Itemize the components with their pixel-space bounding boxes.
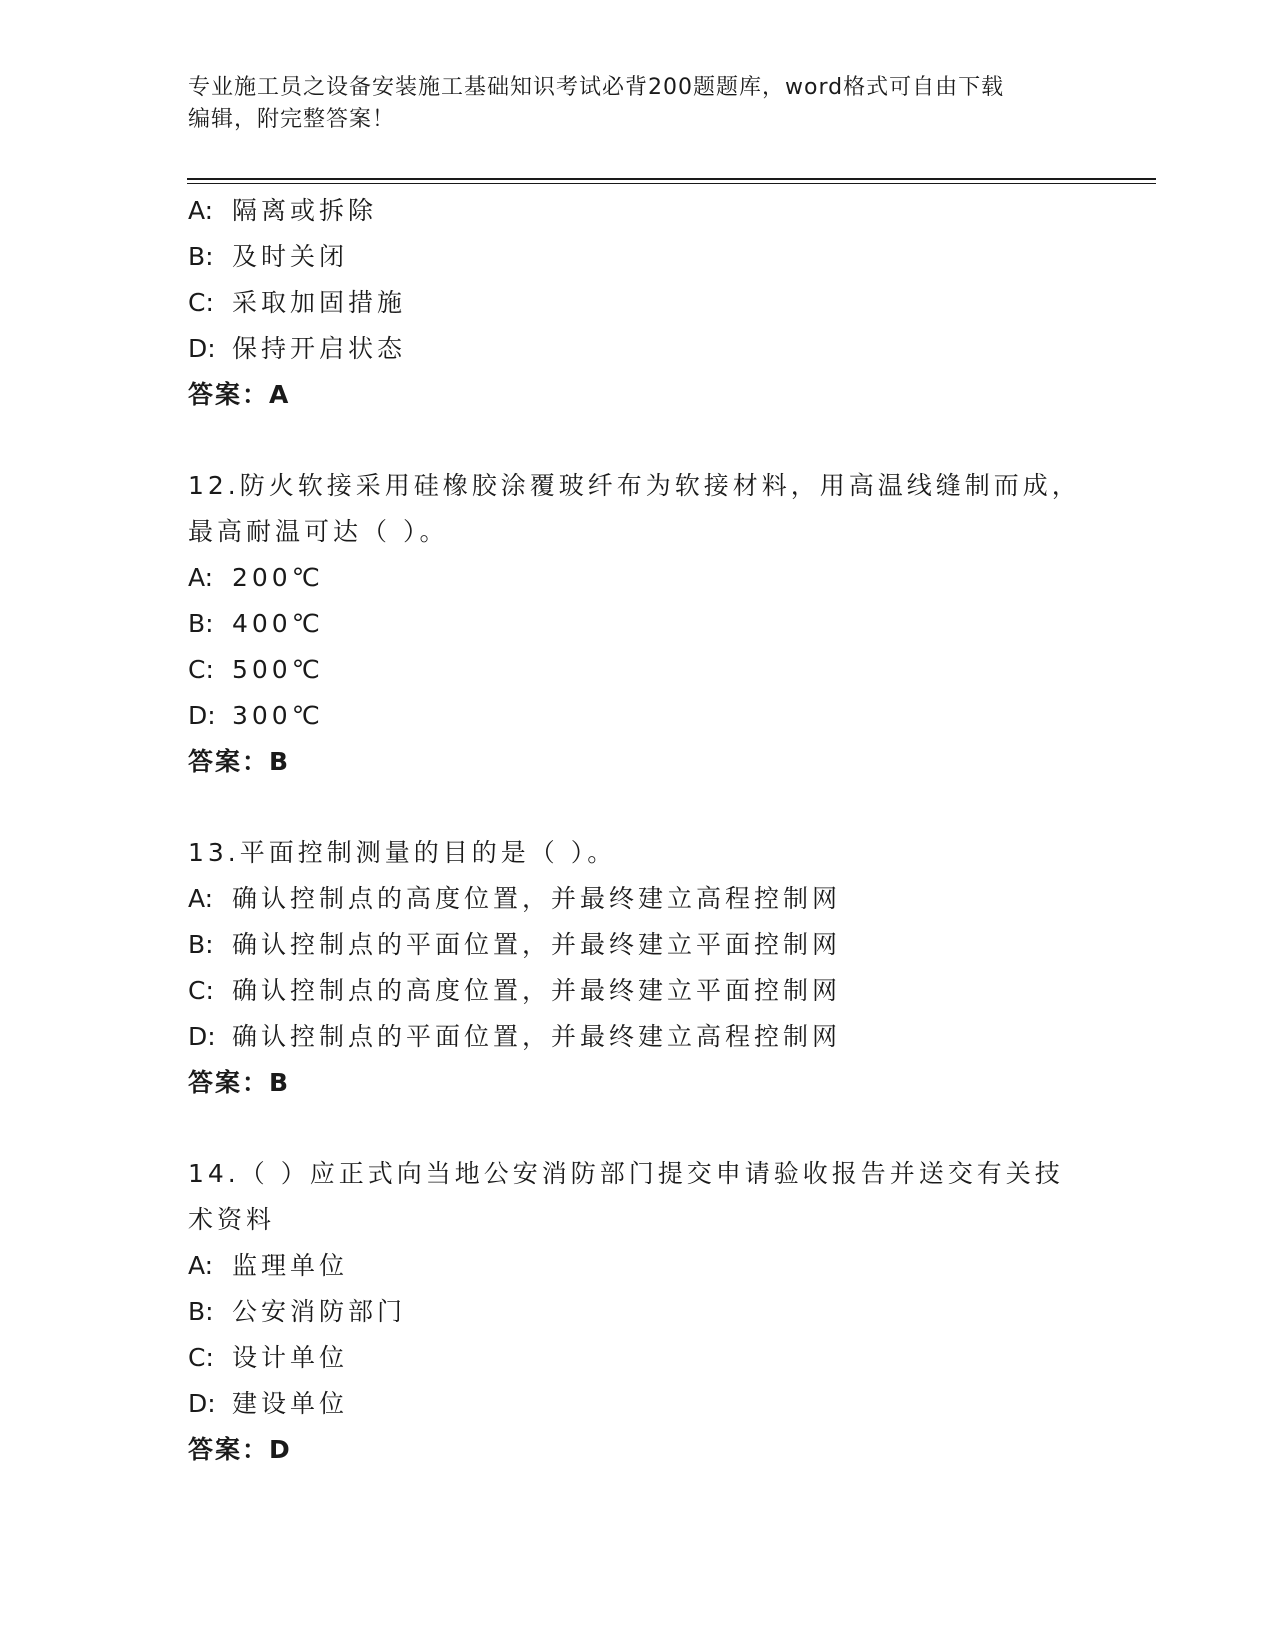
option-text: 200℃ (232, 563, 324, 592)
option-text: 确认控制点的平面位置，并最终建立高程控制网 (232, 1022, 842, 1051)
option-letter: A: (188, 1251, 214, 1280)
option-text: 采取加固措施 (232, 288, 407, 317)
option-d (188, 693, 1088, 739)
answer-line: 答案：D (188, 1435, 292, 1464)
option-a (188, 555, 1088, 601)
option-letter: A: (188, 884, 214, 913)
header-divider-thin (187, 183, 1156, 184)
option-d (188, 326, 1088, 372)
option-c (188, 1335, 1088, 1381)
question-13 (188, 830, 1088, 1106)
question-spacer (188, 785, 1088, 830)
question-stem: 13.平面控制测量的目的是（ ）。 (188, 838, 617, 867)
option-b (188, 234, 1088, 280)
header-divider-thick (187, 178, 1156, 180)
option-a (188, 188, 1088, 234)
option-letter: B: (188, 609, 214, 638)
option-b (188, 601, 1088, 647)
option-text: 400℃ (232, 609, 324, 638)
question-stem: 最高耐温可达（ ）。 (188, 517, 449, 546)
question-spacer (188, 1106, 1088, 1151)
option-letter: D: (188, 1022, 216, 1051)
option-text: 隔离或拆除 (232, 196, 378, 225)
option-letter: C: (188, 976, 214, 1005)
question-12 (188, 463, 1088, 785)
header-title-line-2: 编辑，附完整答案！ (188, 107, 396, 132)
question-stem: 术资料 (188, 1205, 276, 1234)
option-c (188, 280, 1088, 326)
option-letter: D: (188, 334, 216, 363)
option-text: 确认控制点的高度位置，并最终建立平面控制网 (232, 976, 842, 1005)
option-letter: C: (188, 655, 214, 684)
option-letter: D: (188, 701, 216, 730)
option-text: 确认控制点的高度位置，并最终建立高程控制网 (232, 884, 842, 913)
option-d (188, 1014, 1088, 1060)
question-14 (188, 1151, 1088, 1473)
option-letter: D: (188, 1389, 216, 1418)
option-text: 500℃ (232, 655, 324, 684)
question-stem: 12.防火软接采用硅橡胶涂覆玻纤布为软接材料，用高温线缝制而成， (188, 471, 1081, 500)
option-text: 确认控制点的平面位置，并最终建立平面控制网 (232, 930, 842, 959)
option-letter: C: (188, 1343, 214, 1372)
question-11-continued (188, 188, 1088, 418)
answer-line: 答案：B (188, 1068, 291, 1097)
option-d (188, 1381, 1088, 1427)
question-stem: 14.（ ）应正式向当地公安消防部门提交申请验收报告并送交有关技 (188, 1159, 1064, 1188)
option-c (188, 968, 1088, 1014)
option-text: 设计单位 (232, 1343, 349, 1372)
answer-line: 答案：A (188, 380, 291, 409)
option-letter: A: (188, 196, 214, 225)
document-header (188, 72, 1068, 136)
option-c (188, 647, 1088, 693)
option-text: 公安消防部门 (232, 1297, 407, 1326)
question-list (188, 188, 1088, 1473)
option-letter: B: (188, 1297, 214, 1326)
option-b (188, 1289, 1088, 1335)
header-title-line-1: 专业施工员之设备安装施工基础知识考试必背200题题库，word格式可自由下载 (188, 75, 1005, 100)
option-a (188, 876, 1088, 922)
option-letter: C: (188, 288, 214, 317)
option-text: 监理单位 (232, 1251, 349, 1280)
option-letter: B: (188, 930, 214, 959)
option-letter: B: (188, 242, 214, 271)
option-text: 及时关闭 (232, 242, 349, 271)
question-spacer (188, 418, 1088, 463)
option-a (188, 1243, 1088, 1289)
option-text: 300℃ (232, 701, 324, 730)
answer-line: 答案：B (188, 747, 291, 776)
option-b (188, 922, 1088, 968)
option-text: 建设单位 (232, 1389, 349, 1418)
option-letter: A: (188, 563, 214, 592)
option-text: 保持开启状态 (232, 334, 407, 363)
